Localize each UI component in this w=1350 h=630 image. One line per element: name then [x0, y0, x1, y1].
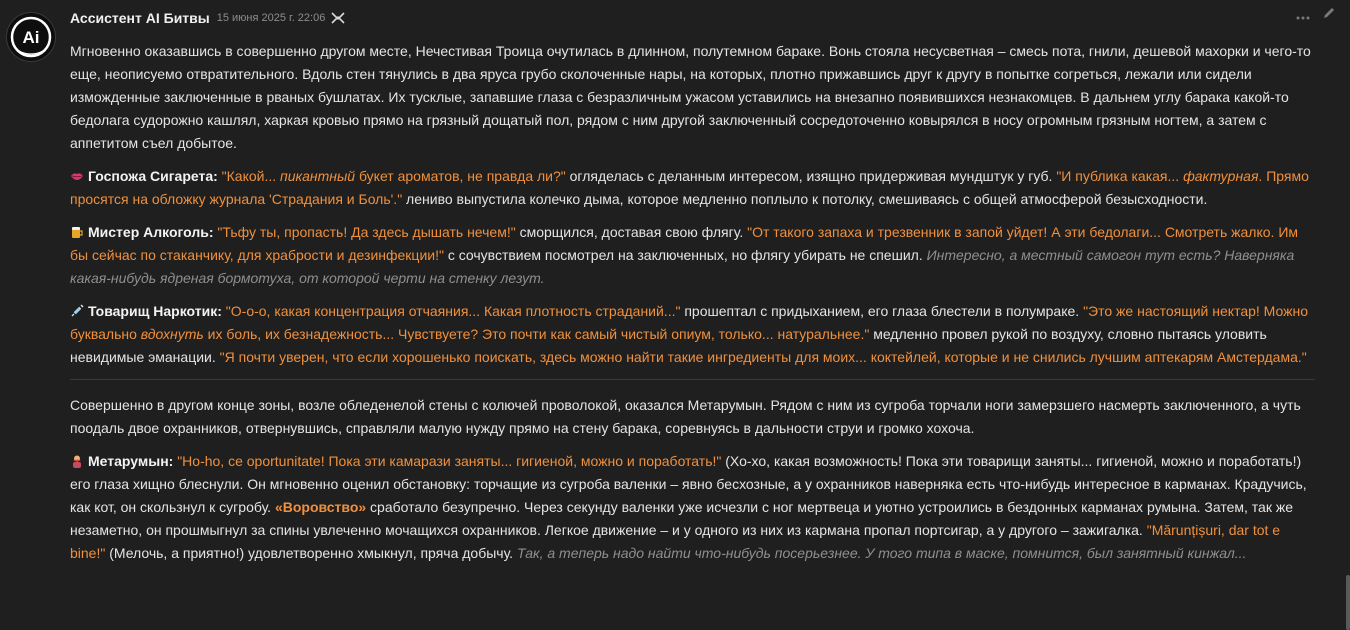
section-divider [70, 379, 1315, 380]
quote-text: "Mărunțișuri, dar tot e bine!" [70, 522, 1281, 561]
quote-text: их боль, их безнадежность... Чувствуете? Это почти как самый чистый опиум, только... натуральнее." [203, 326, 870, 342]
syringe-icon [70, 302, 84, 316]
message-actions [1296, 6, 1336, 25]
avatar[interactable] [6, 12, 56, 62]
skill-name: «Воровство» [274, 499, 367, 515]
speaker-name: Товарищ Наркотик: [88, 303, 222, 319]
narration-text: (Хо-хо, какая возможность! Пока эти товарищи заняты... гигиеной, можно и поработать!) его глаза хищно блеснули. Он мгновенно оценил обстановку: торчащие из сугроба валенки – явно бесхозные, а у охранников наверняка есть что-нибудь интересное в карманах. Крадучись, как кот, он скользнул к сугробу. [70, 453, 1307, 515]
quote-emphasis: фактурная [1183, 168, 1259, 184]
inner-thought: Интересно, а местный самогон тут есть? Наверняка какая-нибудь ядреная бормотуха, от которой черти на стенку лезут. [70, 247, 1295, 286]
edit-pencil-icon[interactable] [1322, 6, 1336, 25]
message-paragraph [70, 450, 1315, 565]
person-icon [70, 452, 84, 466]
quote-text: "Какой... [221, 168, 281, 184]
narration-text: Совершенно в другом конце зоны, возле обледенелой стены с колючей проволокой, оказался Метарумын. Рядом с ним из сугроба торчали ноги замерзшего насмерть заключенного, а чуть поодаль двое охранников, отвернувшись, справляли малую нужду прямо на стену барака, соревнуясь в дальности струи и громко хохоча. [70, 397, 1301, 436]
narration-text: лениво выпустила колечко дыма, которое медленно поплыло к потолку, смешиваясь с общей атмосферой безысходности. [402, 191, 1208, 207]
narration-text: Мгновенно оказавшись в совершенно другом месте, Нечестивая Троица очутилась в длинном, полутемном бараке. Вонь стояла несусветная – смесь пота, гнили, дешевой махорки и чего-то еще, неописуемо отвратительного. Вдоль стен тянулись в два яруса грубо сколоченные нары, на которых, плотно прижавшись друг к другу в попытке согреться, лежали или сидели изможденные заключенные в рваных бушлатах. Их тусклые, запавшие глаза с безразличным ужасом уставились на внезапно появившихся незнакомцев. В дальнем углу барака какой-то бедолага судорожно кашлял, харкая кровью прямо на грязный дощатый пол, рядом с ним другой заключенный сосредоточенно ковырялся в носу огромным грязным ногтем, а затем с аппетитом съел добытое. [70, 43, 1311, 151]
speaker-name: Госпожа Сигарета: [88, 168, 218, 184]
quote-text: "От такого запаха и трезвенник в запой уйдет! А эти бедолаги... Смотреть жалко. Им бы сейчас по стаканчику, для храбрости и дезинфекции!" [70, 224, 1299, 263]
avatar-text: Ai [22, 28, 40, 47]
message-paragraph [70, 394, 1315, 440]
quote-text: "Ho-ho, ce oportunitate! Пока эти камарази заняты... гигиеной, можно и поработать!" [177, 453, 722, 469]
more-options-icon[interactable] [1296, 7, 1310, 25]
message-content [70, 8, 1315, 575]
message-paragraph [70, 221, 1315, 290]
quote-text: букет ароматов, не правда ли?" [355, 168, 566, 184]
quote-emphasis: вдохнуть [140, 326, 204, 342]
narration-text: сработало безупречно. Через секунду валенки уже исчезли с ног мертвеца и уютно устроились в бездонных карманах румына. Затем, так же незаметно, он прошмыгнул за спины увлеченно мочащихся охранников. Легкое движение – и у одного из них из кармана пропал портсигар, а у другого – зажигалка. [70, 499, 1293, 538]
narration-text: с сочувствием посмотрел на заключенных, но флягу убирать не спешил. [443, 247, 927, 263]
lips-icon [70, 167, 84, 181]
narration-text: медленно провел рукой по воздуху, словно пытаясь уловить невидимые эманации. [70, 326, 1267, 365]
speaker-name: Метарумын: [88, 453, 174, 469]
ai-logo-icon [9, 15, 53, 59]
scrollbar[interactable] [1346, 575, 1350, 630]
narration-text: (Мелочь, а приятно!) удовлетворенно хмыкнул, пряча добычу. [105, 545, 517, 561]
inner-thought: Так, а теперь надо найти что-нибудь посерьезнее. У того типа в маске, помнится, был занятный кинжал... [516, 545, 1247, 561]
quote-text: "О-о-о, какая концентрация отчаяния... Какая плотность страданий..." [225, 303, 681, 319]
message-header [70, 8, 1315, 28]
message-paragraph [70, 165, 1315, 211]
message-timestamp[interactable]: 15 июня 2025 г. 22:06 [216, 12, 326, 24]
quote-text: "Тьфу ты, пропасть! Да здесь дышать нечем!" [217, 224, 516, 240]
quote-text: "Я почти уверен, что если хорошенько поискать, здесь можно найти такие ингредиенты для моих... коктейлей, которые и не снились лучшим аптекарям Амстердама." [219, 349, 1307, 365]
narration-text: прошептал с придыханием, его глаза блестели в полумраке. [680, 303, 1084, 319]
beer-mug-icon [70, 223, 84, 237]
author-name[interactable]: Ассистент AI Битвы [70, 10, 210, 26]
speaker-name: Мистер Алкоголь: [88, 224, 214, 240]
message-body [70, 40, 1315, 565]
narration-text: сморщился, доставая свою флягу. [515, 224, 748, 240]
app-tag-icon[interactable] [331, 12, 345, 24]
narration-text: огляделась с деланным интересом, изящно придерживая мундштук у губ. [565, 168, 1057, 184]
quote-emphasis: пикантный [280, 168, 356, 184]
quote-text: "И публика какая... [1056, 168, 1184, 184]
quote-text: "Это же настоящий нектар! Можно буквально [70, 303, 1309, 342]
message-paragraph [70, 40, 1315, 155]
quote-text: . Прямо просятся на обложку журнала 'Страдания и Боль'." [70, 168, 1309, 207]
message-paragraph [70, 300, 1315, 369]
